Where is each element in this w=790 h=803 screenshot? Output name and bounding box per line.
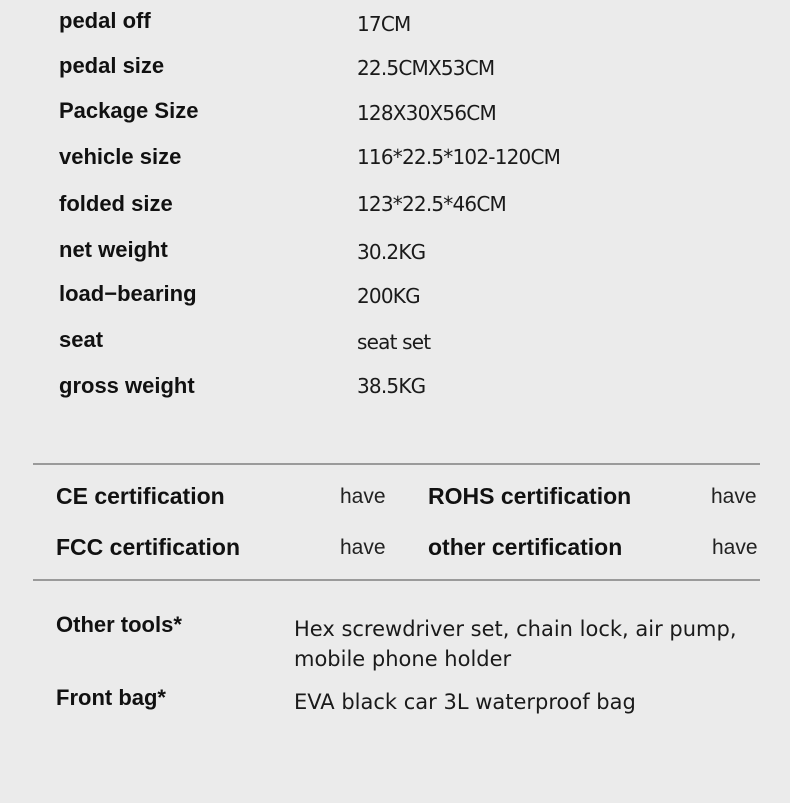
spec-label: folded size <box>59 191 173 216</box>
cert-label-rohs: ROHS certification <box>428 483 632 509</box>
cert-label-ce: CE certification <box>56 483 225 509</box>
cert-value-ce: have <box>340 485 386 508</box>
spec-value: seat set <box>357 330 431 354</box>
spec-row-vehicle-size <box>0 142 790 182</box>
spec-value: 200KG <box>357 284 420 308</box>
spec-label: pedal off <box>59 8 151 33</box>
spec-value: 22.5CMX53CM <box>357 56 495 80</box>
extra-value-other-tools: Hex screwdriver set, chain lock, air pump, mobile phone holder <box>294 617 737 671</box>
spec-value: 30.2KG <box>357 240 426 264</box>
spec-row-folded-size <box>0 188 790 228</box>
spec-row-gross-weight <box>0 371 790 411</box>
spec-label: gross weight <box>59 373 195 398</box>
spec-label: Package Size <box>59 98 199 123</box>
spec-row-seat <box>0 325 790 365</box>
extra-value-front-bag: EVA black car 3L waterproof bag <box>294 690 636 714</box>
cert-value-rohs: have <box>711 485 757 508</box>
spec-row-pedal-off <box>0 6 790 46</box>
divider-bottom <box>33 579 760 581</box>
spec-value: 123*22.5*46CM <box>357 192 506 216</box>
spec-value: 17CM <box>357 12 411 36</box>
spec-label: vehicle size <box>59 144 182 169</box>
spec-label: load−bearing <box>59 281 197 306</box>
spec-value: 128X30X56CM <box>357 101 496 125</box>
spec-row-package-size <box>0 96 790 136</box>
extra-label-other-tools: Other tools* <box>56 612 182 637</box>
cert-label-fcc: FCC certification <box>56 534 241 560</box>
cert-label-other: other certification <box>428 534 623 560</box>
spec-row-pedal-size <box>0 51 790 91</box>
cert-value-other: have <box>712 536 758 559</box>
spec-label: pedal size <box>59 53 165 78</box>
spec-value: 38.5KG <box>357 374 426 398</box>
spec-row-load-bearing <box>0 279 790 319</box>
extra-label-front-bag: Front bag* <box>56 685 166 710</box>
spec-row-net-weight <box>0 235 790 275</box>
cert-value-fcc: have <box>340 536 386 559</box>
spec-value: 116*22.5*102-120CM <box>357 145 561 169</box>
spec-label: seat <box>59 327 104 352</box>
divider-top <box>33 463 760 465</box>
spec-label: net weight <box>59 237 168 262</box>
